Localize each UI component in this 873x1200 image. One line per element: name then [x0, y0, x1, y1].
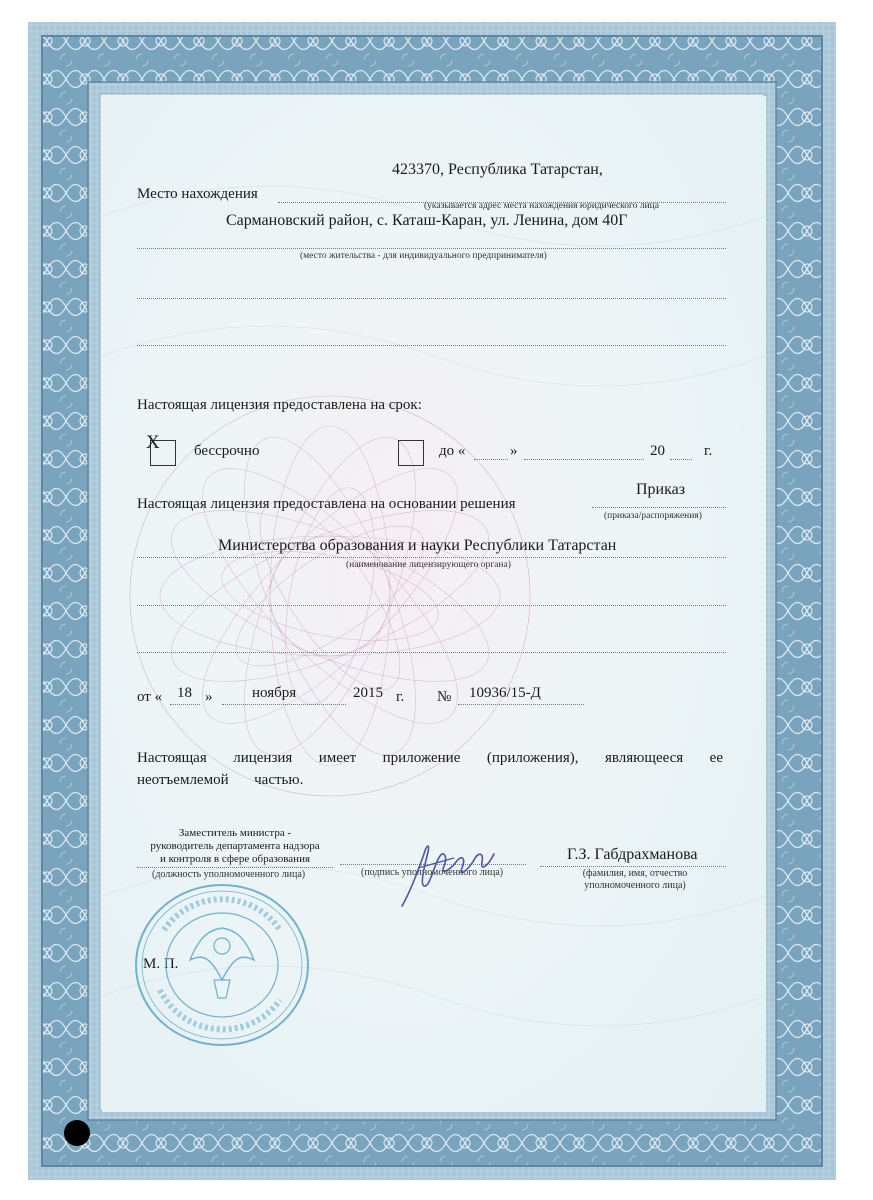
address-blank-rule-2: [137, 345, 726, 346]
year-prefix: 20: [650, 443, 665, 459]
appendix-word: имеет: [318, 750, 357, 766]
authority-blank-rule-2: [137, 652, 726, 653]
appendix-word: ее: [709, 750, 723, 766]
number-sign: №: [437, 689, 452, 705]
address-caption-2: (место жительства - для индивидуального предпринимателя): [300, 251, 547, 261]
date-month: ноября: [252, 685, 297, 701]
term-label: Настоящая лицензия предоставлена на срок:: [137, 397, 422, 413]
date-day-rule: [170, 704, 200, 705]
number-rule: [458, 704, 584, 705]
authority-blank-rule-1: [137, 605, 726, 606]
appendix-word: неотъемлемой: [137, 772, 229, 788]
date-prefix: от «: [137, 689, 163, 705]
checkbox-x-mark: X: [146, 432, 160, 453]
until-mid: »: [510, 443, 518, 459]
appendix-word: лицензия: [233, 750, 293, 766]
date-year: 2015: [353, 685, 383, 701]
basis-value: Приказ: [636, 481, 686, 498]
basis-label: Настоящая лицензия предоставлена на основании решения: [137, 496, 516, 512]
basis-caption: (приказа/распоряжения): [604, 511, 702, 521]
date-year-suffix: г.: [396, 689, 405, 705]
address-caption-1: (указывается адрес места нахождения юридического лица: [424, 201, 659, 211]
until-year-rule: [670, 459, 692, 460]
address-label: Место нахождения: [137, 186, 258, 202]
punch-hole: [64, 1120, 90, 1146]
position-line: руководитель департамента надзора: [150, 840, 320, 852]
basis-rule: [592, 507, 726, 508]
authority-rule: [137, 557, 726, 558]
address-line-2: Сармановский район, с. Каташ-Каран, ул. Ленина, дом 40Г: [226, 212, 628, 229]
unlimited-label: бессрочно: [194, 443, 260, 459]
appendix-word: Настоящая: [137, 750, 207, 766]
position-rule: [137, 867, 333, 868]
official-seal-stamp: [130, 880, 314, 1050]
handwritten-signature: [398, 832, 508, 914]
until-month-rule: [524, 459, 644, 460]
appendix-word: (приложения),: [486, 750, 579, 766]
name-caption: (фамилия, имя, отчество уполномоченного лица): [582, 868, 688, 891]
date-close: »: [205, 689, 213, 705]
address-line-2-rule: [137, 248, 726, 249]
position-caption: (должность уполномоченного лица): [152, 869, 306, 880]
until-day-rule: [474, 459, 508, 460]
until-date-checkbox[interactable]: [398, 440, 424, 466]
position-line: и контроля в сфере образования: [159, 853, 311, 865]
appendix-word: приложение: [382, 750, 461, 766]
name-rule: [540, 866, 726, 867]
mp-label: М. П.: [143, 956, 179, 972]
year-suffix: г.: [704, 443, 713, 459]
licensing-authority: Министерства образования и науки Республики Татарстан: [218, 537, 617, 554]
position-line: Заместитель министра -: [178, 827, 292, 839]
appendix-line-2: [137, 772, 303, 789]
license-decision-number: 10936/15-Д: [469, 685, 541, 701]
date-month-rule: [222, 704, 346, 705]
address-blank-rule-1: [137, 298, 726, 299]
appendix-word: являющееся: [605, 750, 684, 766]
appendix-line-1: [137, 750, 723, 767]
official-position: [137, 827, 333, 866]
appendix-word: частью.: [254, 772, 304, 788]
official-name: Г.З. Габдрахманова: [567, 846, 698, 863]
date-day: 18: [177, 685, 192, 701]
signature-caption: (подпись уполномоченного лица): [361, 867, 504, 878]
address-line-1: 423370, Республика Татарстан,: [392, 161, 603, 178]
until-prefix: до «: [439, 443, 466, 459]
authority-caption: (наименование лицензирующего органа): [346, 560, 511, 570]
